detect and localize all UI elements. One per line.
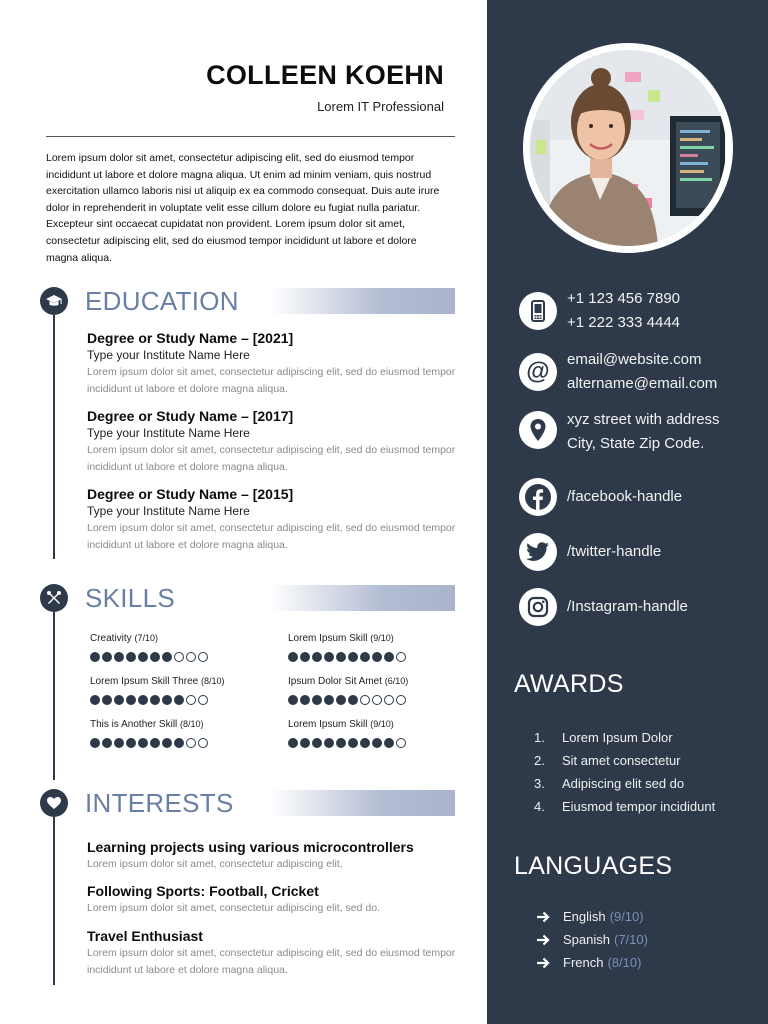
rating-dot-empty [396,652,406,662]
rating-dot-filled [162,738,172,748]
rating-dot-filled [90,695,100,705]
skill-level: (8/10) [200,676,225,686]
rating-dot-empty [198,695,208,705]
rating-dot-empty [360,695,370,705]
rating-dot-filled [372,652,382,662]
interest-description: Lorem ipsum dolor sit amet, consectetur adipiscing elit, sed do. [87,902,380,914]
award-item [534,772,715,795]
rating-dot-filled [336,652,346,662]
graduation-cap-icon [40,287,68,315]
education-timeline [53,315,55,559]
skill-item [90,717,290,748]
interest-title: Learning projects using various microcontrollers [87,839,414,855]
education-degree: Degree or Study Name – [2017] [87,408,294,424]
rating-dot-filled [312,695,322,705]
rating-dot-filled [336,738,346,748]
award-number: 4. [534,799,545,814]
email-secondary[interactable]: altername@email.com [567,375,718,392]
rating-dot-filled [162,652,172,662]
interest-item [87,838,457,873]
languages-list [536,905,648,974]
email-primary[interactable]: email@website.com [567,351,702,368]
awards-title: AWARDS [514,670,624,698]
award-text: Sit amet consectetur [562,753,681,768]
rating-dot-filled [114,738,124,748]
award-text: Lorem Ipsum Dolor [562,730,673,745]
rating-dot-filled [324,695,334,705]
interest-title: Travel Enthusiast [87,928,203,944]
heart-icon [40,789,68,817]
education-description: Lorem ipsum dolor sit amet, consectetur adipiscing elit, sed do eiusmod tempor incididunt ut labore et dolore magna aliqua. [87,522,456,551]
twitter-handle[interactable]: /twitter-handle [567,543,662,560]
award-item [534,795,715,818]
rating-dot-filled [288,738,298,748]
skill-name: Ipsum Dolor Sit Amet [288,676,382,687]
interest-description: Lorem ipsum dolor sit amet, consectetur adipiscing elit, sed do eiusmod tempor incididunt ut labore et dolore magna aliqua. [87,947,456,976]
rating-dot-filled [102,738,112,748]
language-item [536,928,648,951]
language-level: (8/10) [607,955,642,970]
education-gradient-bar [270,288,455,314]
rating-dot-filled [372,738,382,748]
rating-dot-filled [162,695,172,705]
rating-dot-filled [324,738,334,748]
education-institute: Type your Institute Name Here [87,348,250,362]
profile-summary: Lorem ipsum dolor sit amet, consectetur adipiscing elit, sed do eiusmod tempor incididunt ut labore et dolore magna aliqua. Ut enim ad minim veniam, quis nostrud exercitation ullamco laboris nisi ut aliquip ex ea commodo consequat. Duis aute irure dolor in reprehenderit in voluptate velit esse cillum dolore eu fugiat nulla pariatur. Excepteur sint occaecat cupidatat non provident. Lorem ipsum dolor sit amet, consectetur adipiscing elit, sed do eiusmod tempor incididunt ut labore et dolore magna aliqua. [46,152,440,264]
rating-dot-filled [288,695,298,705]
skill-item [288,674,488,705]
rating-dot-empty [174,652,184,662]
skill-level: (9/10) [370,719,394,729]
skills-gradient-bar [270,585,455,611]
arrow-right-icon [536,934,563,946]
rating-dot-empty [396,695,406,705]
contact-facebook [519,478,759,516]
facebook-icon [519,478,557,516]
language-item [536,951,648,974]
rating-dot-filled [138,695,148,705]
rating-dot-filled [150,738,160,748]
rating-dot-filled [384,738,394,748]
rating-dot-filled [126,695,136,705]
interests-timeline [53,817,55,985]
rating-dot-filled [150,695,160,705]
education-title: EDUCATION [85,286,239,316]
rating-dot-filled [150,652,160,662]
education-description: Lorem ipsum dolor sit amet, consectetur adipiscing elit, sed do eiusmod tempor incididunt ut labore et dolore magna aliqua. [87,444,456,473]
skill-item [288,717,488,748]
skill-rating [288,652,488,662]
address-line1: xyz street with address [567,411,720,428]
rating-dot-filled [360,738,370,748]
awards-list [534,726,715,818]
rating-dot-filled [174,738,184,748]
education-description: Lorem ipsum dolor sit amet, consectetur adipiscing elit, sed do eiusmod tempor incididunt ut labore et dolore magna aliqua. [87,366,456,395]
skills-timeline [53,612,55,780]
contact-twitter [519,533,759,571]
rating-dot-empty [186,738,196,748]
rating-dot-filled [348,695,358,705]
education-institute: Type your Institute Name Here [87,504,250,518]
rating-dot-filled [126,652,136,662]
skill-name: Creativity [90,633,132,644]
skill-name: Lorem Ipsum Skill [288,633,368,644]
rating-dot-filled [126,738,136,748]
rating-dot-filled [300,695,310,705]
rating-dot-filled [300,652,310,662]
twitter-icon [519,533,557,571]
award-text: Eiusmod tempor incididunt [562,799,716,814]
facebook-handle[interactable]: /facebook-handle [567,488,683,505]
mobile-phone-icon [519,292,557,330]
rating-dot-filled [102,652,112,662]
award-text: Adipiscing elit sed do [562,776,685,791]
education-item [87,485,457,553]
contact-address [519,411,759,459]
skill-name: Lorem Ipsum Skill [288,719,368,730]
candidate-name: COLLEEN KOEHN [206,60,444,90]
contact-phone [519,292,759,340]
language-level: (7/10) [613,932,648,947]
contact-email [519,353,759,401]
rating-dot-filled [312,652,322,662]
interests-header [40,789,455,817]
rating-dot-filled [360,652,370,662]
skill-level: (6/10) [384,676,409,686]
education-degree: Degree or Study Name – [2015] [87,486,294,502]
at-sign-icon: @ [519,353,557,391]
rating-dot-filled [288,652,298,662]
skills-title: SKILLS [85,583,175,613]
skill-rating [288,695,488,705]
skills-header [40,584,455,612]
rating-dot-filled [174,695,184,705]
education-item [87,407,457,475]
phone-primary[interactable]: +1 123 456 7890 [567,290,681,307]
rating-dot-empty [186,652,196,662]
skill-rating [90,695,290,705]
skill-name: Lorem Ipsum Skill Three [90,676,199,687]
rating-dot-empty [198,738,208,748]
address-line2: City, State Zip Code. [567,435,705,452]
instagram-icon [519,588,557,626]
skill-item [288,631,488,662]
rating-dot-filled [336,695,346,705]
rating-dot-filled [324,652,334,662]
education-institute: Type your Institute Name Here [87,426,250,440]
rating-dot-filled [312,738,322,748]
rating-dot-filled [348,738,358,748]
arrow-right-icon [536,911,563,923]
rating-dot-filled [138,652,148,662]
phone-secondary[interactable]: +1 222 333 4444 [567,314,681,331]
language-name: Spanish [563,932,610,947]
rating-dot-empty [372,695,382,705]
language-name: English [563,909,606,924]
tools-icon [40,584,68,612]
rating-dot-filled [300,738,310,748]
award-item [534,726,715,749]
skill-level: (9/10) [370,633,394,643]
location-pin-icon [519,411,557,449]
languages-title: LANGUAGES [514,852,673,880]
language-item [536,905,648,928]
skill-level: (8/10) [180,719,204,729]
skill-item [90,674,290,705]
education-header [40,287,455,315]
skill-rating [90,652,290,662]
language-level: (9/10) [609,909,644,924]
rating-dot-filled [90,738,100,748]
interests-title: INTERESTS [85,788,234,818]
interest-description: Lorem ipsum dolor sit amet, consectetur adipiscing elit, [87,858,343,870]
award-number: 3. [534,776,545,791]
award-number: 2. [534,753,545,768]
rating-dot-filled [90,652,100,662]
rating-dot-filled [102,695,112,705]
candidate-title: Lorem IT Professional [317,99,444,114]
education-item [87,329,457,397]
skill-item [90,631,290,662]
interest-title: Following Sports: Football, Cricket [87,883,319,899]
contact-instagram [519,588,759,626]
profile-photo [530,50,726,246]
award-number: 1. [534,730,545,745]
rating-dot-filled [348,652,358,662]
skill-rating [288,738,488,748]
header-divider [46,136,455,137]
arrow-right-icon [536,957,563,969]
rating-dot-empty [186,695,196,705]
rating-dot-empty [198,652,208,662]
rating-dot-filled [138,738,148,748]
rating-dot-empty [396,738,406,748]
interest-item [87,882,457,917]
award-item [534,749,715,772]
instagram-handle[interactable]: /Instagram-handle [567,598,688,615]
education-degree: Degree or Study Name – [2021] [87,330,294,346]
skill-rating [90,738,290,748]
skill-name: This is Another Skill [90,719,178,730]
rating-dot-filled [114,652,124,662]
language-name: French [563,955,604,970]
rating-dot-filled [114,695,124,705]
rating-dot-filled [384,652,394,662]
interests-gradient-bar [270,790,455,816]
rating-dot-empty [384,695,394,705]
interest-item [87,927,457,978]
skill-level: (7/10) [134,633,158,643]
